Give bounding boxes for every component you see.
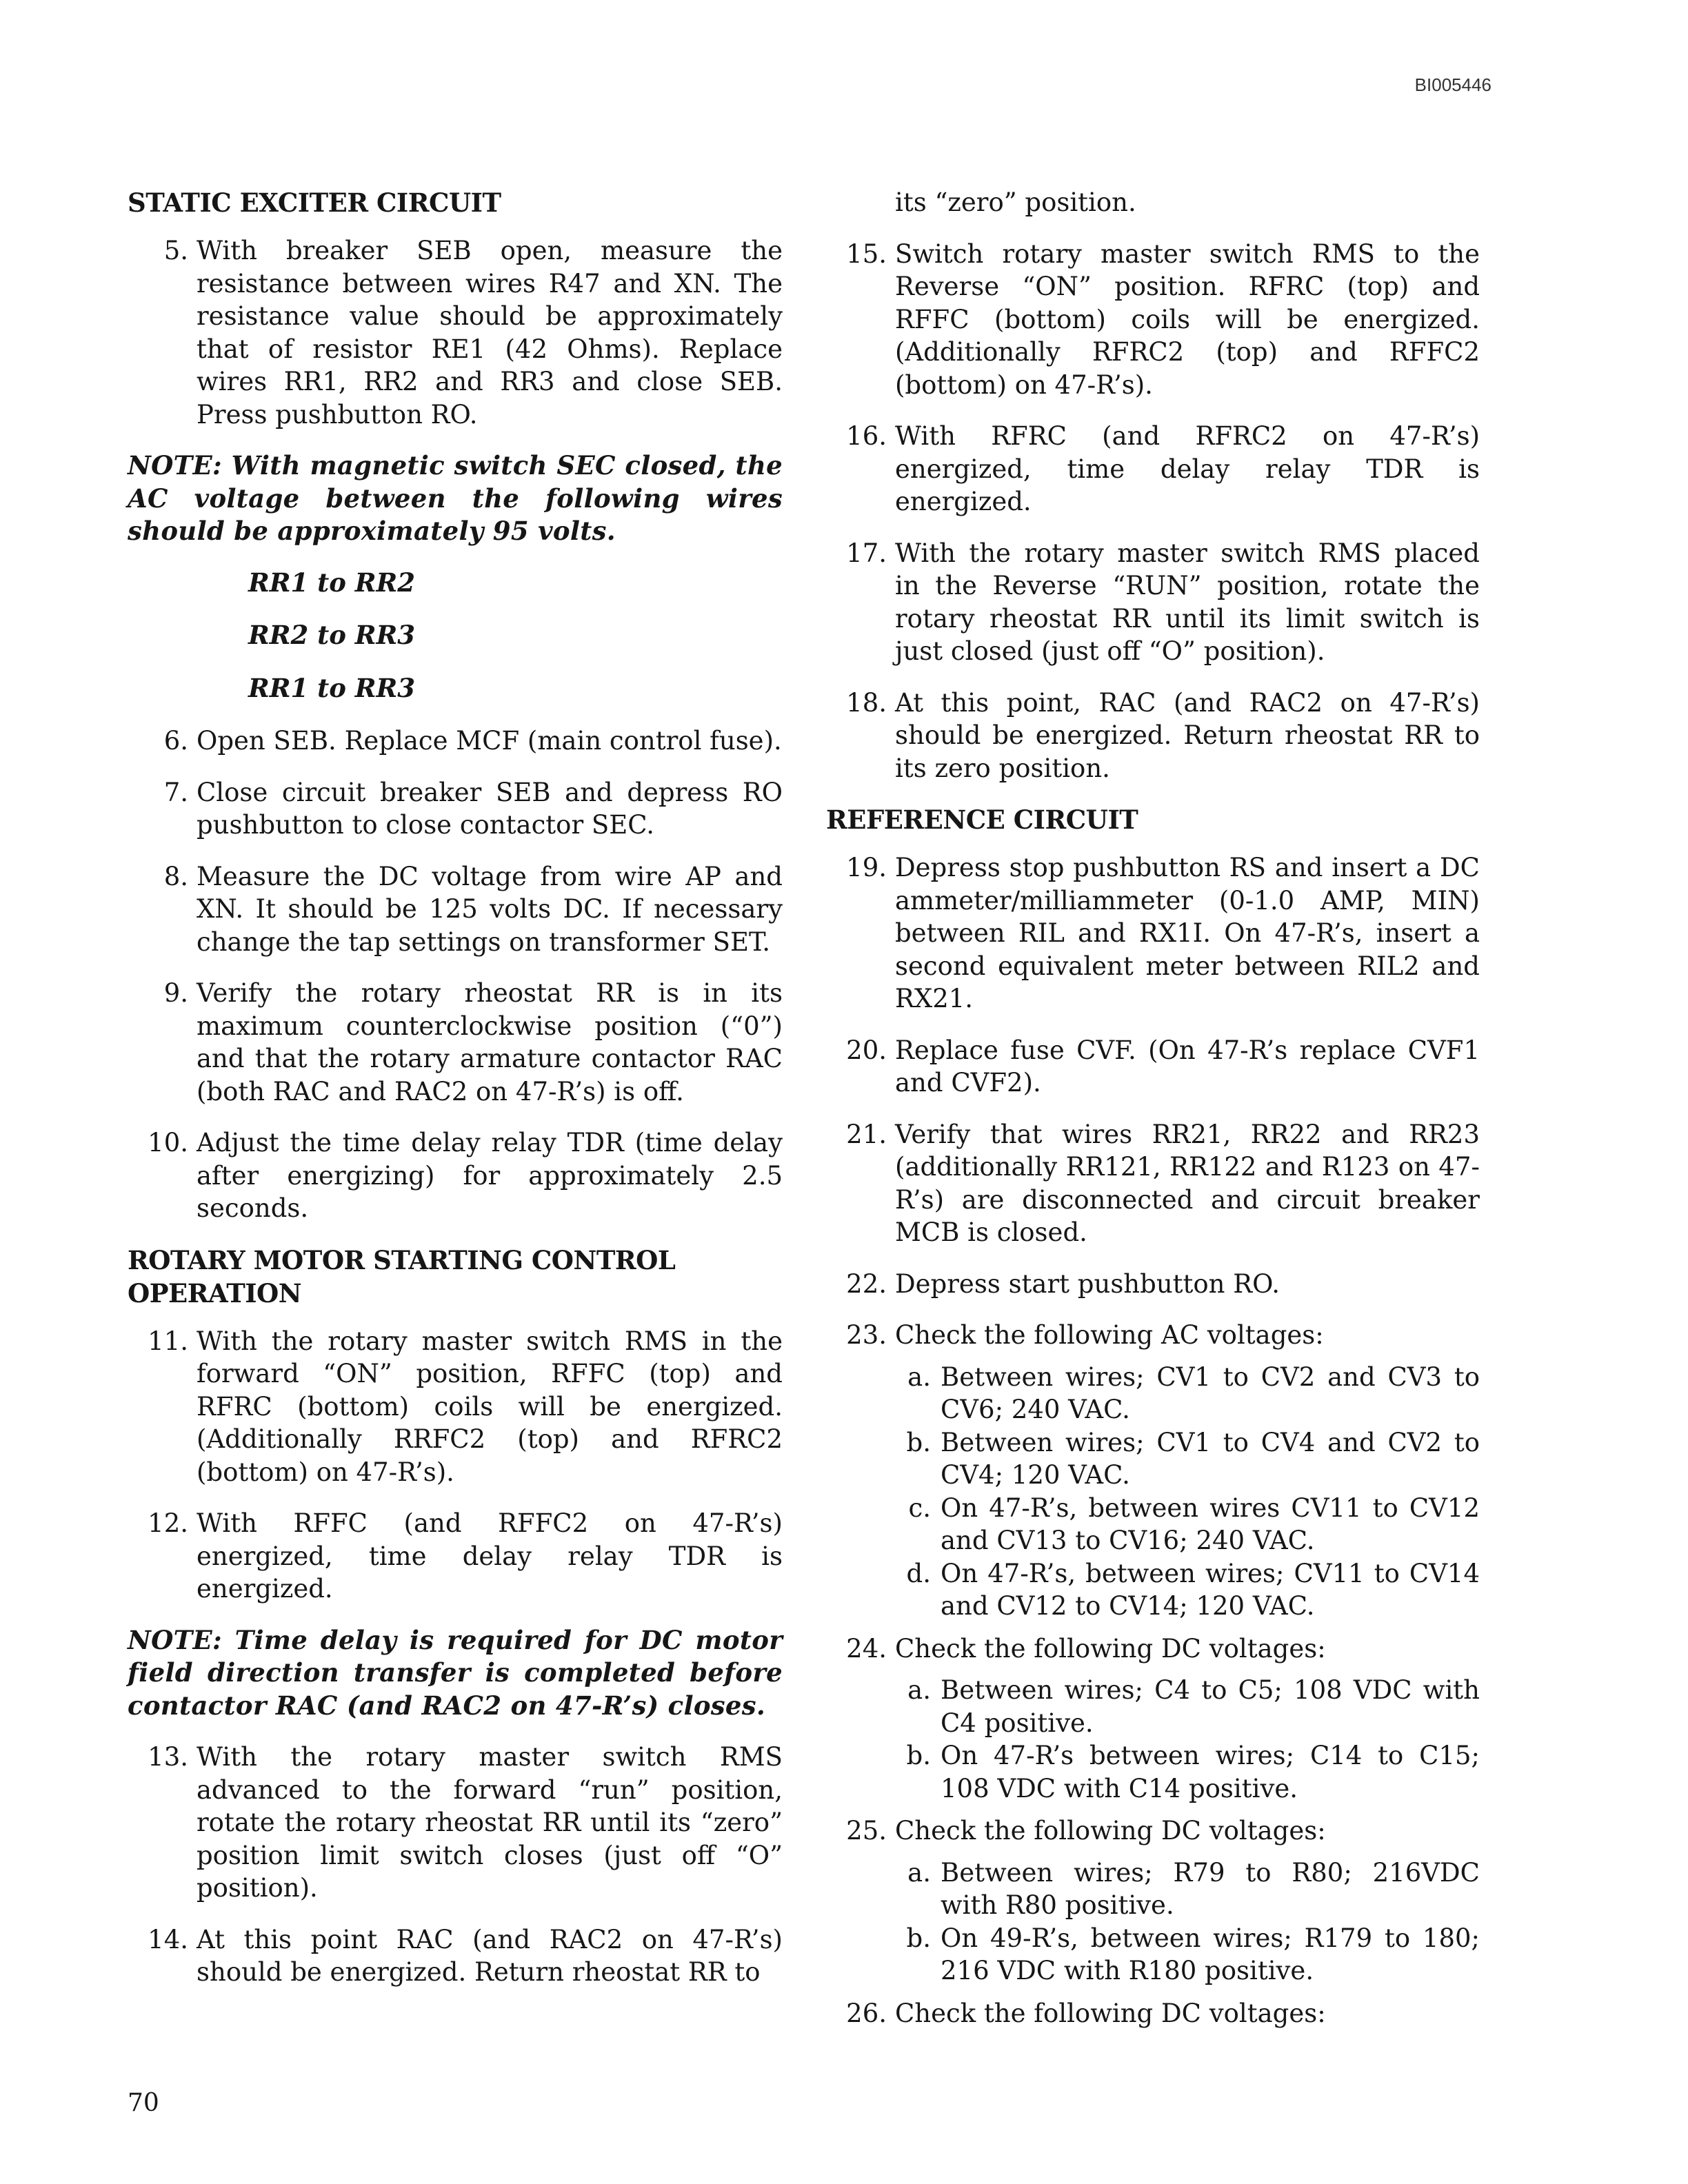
step-number: 15. bbox=[846, 239, 887, 269]
step-16 bbox=[826, 420, 1480, 518]
wire-pair: RR2 to RR3 bbox=[248, 620, 416, 650]
step-25 bbox=[826, 1814, 1480, 1848]
step-text: Depress start pushbutton RO. bbox=[895, 1268, 1280, 1299]
step-text: Check the following AC voltages: bbox=[895, 1320, 1324, 1350]
step-22 bbox=[826, 1268, 1480, 1301]
step-text: Adjust the time delay relay TDR (time delay after energizing) for approximately 2.5 seconds. bbox=[197, 1128, 783, 1223]
step-6 bbox=[128, 725, 783, 758]
section-heading-reference-circuit: REFERENCE CIRCUIT bbox=[826, 805, 1138, 835]
step-text: With the rotary master switch RMS advanced to the forward “run” position, rotate the rotary rheostat RR until its “zero” position limit switch closes (just off “O” position). bbox=[197, 1742, 783, 1903]
section-heading-rotary-motor: ROTARY MOTOR STARTING CONTROL OPERATION bbox=[128, 1244, 676, 1308]
step-text: At this point RAC (and RAC2 on 47-R’s) should be energized. Return rheostat RR to bbox=[197, 1924, 783, 1987]
sub-item-text: On 47-R’s, between wires CV11 to CV12 and CV13 to CV16; 240 VAC. bbox=[941, 1493, 1480, 1555]
step-number: 11. bbox=[148, 1326, 188, 1356]
step-number: 10. bbox=[148, 1128, 188, 1157]
wire-pair-list bbox=[248, 567, 783, 705]
sub-item-text: On 47-R’s between wires; C14 to C15; 108 VDC with C14 positive. bbox=[941, 1741, 1480, 1803]
step-7 bbox=[128, 776, 783, 842]
step-text: Check the following DC voltages: bbox=[895, 1998, 1326, 2028]
sub-item-letter: a. bbox=[907, 1675, 931, 1705]
step-number: 6. bbox=[163, 726, 188, 756]
sub-item-text: Between wires; C4 to C5; 108 VDC with C4 positive. bbox=[941, 1675, 1480, 1738]
sub-item bbox=[895, 1739, 1480, 1805]
sub-item-text: Between wires; R79 to R80; 216VDC with R80 positive. bbox=[941, 1857, 1480, 1920]
step-13 bbox=[128, 1741, 783, 1905]
step-26 bbox=[826, 1997, 1480, 2030]
step-number: 7. bbox=[163, 777, 188, 807]
step-25-sublist bbox=[895, 1857, 1480, 1988]
step-number: 14. bbox=[148, 1924, 188, 1954]
note-time-delay: NOTE: Time delay is required for DC motor field direction transfer is completed before contactor RAC (and RAC2 on 47-R’s) closes. bbox=[128, 1624, 783, 1721]
step-number: 20. bbox=[846, 1035, 887, 1065]
document-id: BI005446 bbox=[1414, 74, 1491, 95]
step-number: 19. bbox=[846, 853, 887, 882]
step-text: Replace fuse CVF. (On 47-R’s replace CVF1 and CVF2). bbox=[895, 1035, 1480, 1098]
step-number: 22. bbox=[846, 1268, 887, 1299]
step-11 bbox=[128, 1325, 783, 1489]
section-heading-static-exciter: STATIC EXCITER CIRCUIT bbox=[128, 188, 501, 218]
step-text: With breaker SEB open, measure the resistance between wires R47 and XN. The resistance value should be approximately that of resistor RE1 (42 Ohms). Replace wires RR1, RR2 and RR3 and close SEB. Press pushbutton RO. bbox=[197, 236, 783, 429]
step-text: Verify the rotary rheostat RR is in its maximum counterclockwise position (“0”) and that the rotary armature contactor RAC (both RAC and RAC2 on 47-R’s) is off. bbox=[197, 978, 783, 1106]
left-column bbox=[128, 186, 783, 2008]
step-text: Check the following DC voltages: bbox=[895, 1633, 1326, 1664]
sub-item bbox=[895, 1557, 1480, 1623]
step-text: Verify that wires RR21, RR22 and RR23 (additionally RR121, RR122 and R123 on 47-R’s) are disconnected and circuit breaker MCB is closed. bbox=[895, 1119, 1480, 1247]
sub-item bbox=[895, 1426, 1480, 1492]
sub-item bbox=[895, 1361, 1480, 1426]
right-column bbox=[826, 186, 1480, 2048]
sub-item-letter: d. bbox=[906, 1558, 931, 1588]
step-text: With the rotary master switch RMS in the forward “ON” position, RFFC (top) and RFRC (bottom) coils will be energized. (Additionally RRFC2 (top) and RFRC2 (bottom) on 47-R’s). bbox=[197, 1326, 783, 1487]
step-text: Check the following DC voltages: bbox=[895, 1816, 1326, 1846]
step-text: With RFRC (and RFRC2 on 47-R’s) energized, time delay relay TDR is energized. bbox=[895, 421, 1480, 516]
step-9 bbox=[128, 977, 783, 1108]
sub-item-letter: b. bbox=[906, 1427, 931, 1457]
step-text: Open SEB. Replace MCF (main control fuse). bbox=[197, 726, 782, 756]
wire-pair: RR1 to RR3 bbox=[248, 672, 416, 703]
sub-item-letter: a. bbox=[907, 1857, 931, 1888]
step-text: Measure the DC voltage from wire AP and XN. It should be 125 volts DC. If necessary change the tap settings on transformer SET. bbox=[197, 861, 783, 957]
step-number: 8. bbox=[163, 861, 188, 891]
step-text: With RFFC (and RFFC2 on 47-R’s) energized, time delay relay TDR is energized. bbox=[197, 1508, 783, 1604]
sub-item-text: On 47-R’s, between wires; CV11 to CV14 and CV12 to CV14; 120 VAC. bbox=[941, 1558, 1480, 1621]
step-text: At this point, RAC (and RAC2 on 47-R’s) should be energized. Return rheostat RR to its zero position. bbox=[895, 687, 1480, 783]
step-number: 23. bbox=[846, 1320, 887, 1350]
step-number: 13. bbox=[148, 1742, 188, 1772]
step-number: 16. bbox=[846, 421, 887, 451]
step-8 bbox=[128, 860, 783, 959]
step-text: With the rotary master switch RMS placed in the Reverse “RUN” position, rotate the rotary rheostat RR until its limit switch is just closed (just off “O” position). bbox=[895, 538, 1480, 666]
step-number: 9. bbox=[163, 978, 188, 1008]
step-number: 25. bbox=[846, 1816, 887, 1846]
step-number: 21. bbox=[846, 1119, 887, 1149]
sub-item-text: Between wires; CV1 to CV2 and CV3 to CV6; 240 VAC. bbox=[941, 1362, 1480, 1424]
step-20 bbox=[826, 1034, 1480, 1100]
step-23-sublist bbox=[895, 1361, 1480, 1623]
step-number: 26. bbox=[846, 1998, 887, 2028]
sub-item-text: On 49-R’s, between wires; R179 to 180; 216 VDC with R180 positive. bbox=[941, 1923, 1480, 1985]
step-text: Switch rotary master switch RMS to the Reverse “ON” position. RFRC (top) and RFFC (bottom) coils will be energized. (Additionally RFRC2 (top) and RFFC2 (bottom) on 47-R’s). bbox=[895, 239, 1480, 400]
step-number: 18. bbox=[846, 687, 887, 718]
sub-item bbox=[895, 1922, 1480, 1988]
step-text: Close circuit breaker SEB and depress RO pushbutton to close contactor SEC. bbox=[197, 777, 783, 840]
step-10 bbox=[128, 1126, 783, 1225]
sub-item-text: Between wires; CV1 to CV4 and CV2 to CV4; 120 VAC. bbox=[941, 1427, 1480, 1490]
step-17 bbox=[826, 537, 1480, 668]
sub-item bbox=[895, 1857, 1480, 1922]
wire-pair: RR1 to RR2 bbox=[248, 567, 416, 598]
step-number: 5. bbox=[163, 236, 188, 265]
step-5 bbox=[128, 234, 783, 431]
step-21 bbox=[826, 1118, 1480, 1249]
step-14 bbox=[128, 1923, 783, 1989]
note-magnetic-switch: NOTE: With magnetic switch SEC closed, the AC voltage between the following wires should be approximately 95 volts. bbox=[128, 450, 783, 546]
step-12 bbox=[128, 1507, 783, 1606]
step-19 bbox=[826, 851, 1480, 1015]
step-number: 24. bbox=[846, 1633, 887, 1664]
sub-item bbox=[895, 1492, 1480, 1557]
step-14-continued: its “zero” position. bbox=[895, 188, 1136, 217]
step-text: Depress stop pushbutton RS and insert a DC ammeter/milliammeter (0-1.0 AMP, MIN) between RIL and RX1I. On 47-R’s, insert a second equivalent meter between RIL2 and RX21. bbox=[895, 853, 1480, 1013]
sub-item-letter: b. bbox=[906, 1741, 931, 1770]
sub-item bbox=[895, 1674, 1480, 1739]
step-24-sublist bbox=[895, 1674, 1480, 1805]
page-number: 70 bbox=[128, 2089, 159, 2117]
step-number: 17. bbox=[846, 538, 887, 568]
step-23 bbox=[826, 1319, 1480, 1352]
step-15 bbox=[826, 238, 1480, 402]
step-18 bbox=[826, 687, 1480, 785]
step-24 bbox=[826, 1632, 1480, 1666]
sub-item-letter: c. bbox=[908, 1493, 931, 1523]
step-number: 12. bbox=[148, 1508, 188, 1538]
sub-item-letter: a. bbox=[907, 1362, 931, 1392]
sub-item-letter: b. bbox=[906, 1923, 931, 1953]
